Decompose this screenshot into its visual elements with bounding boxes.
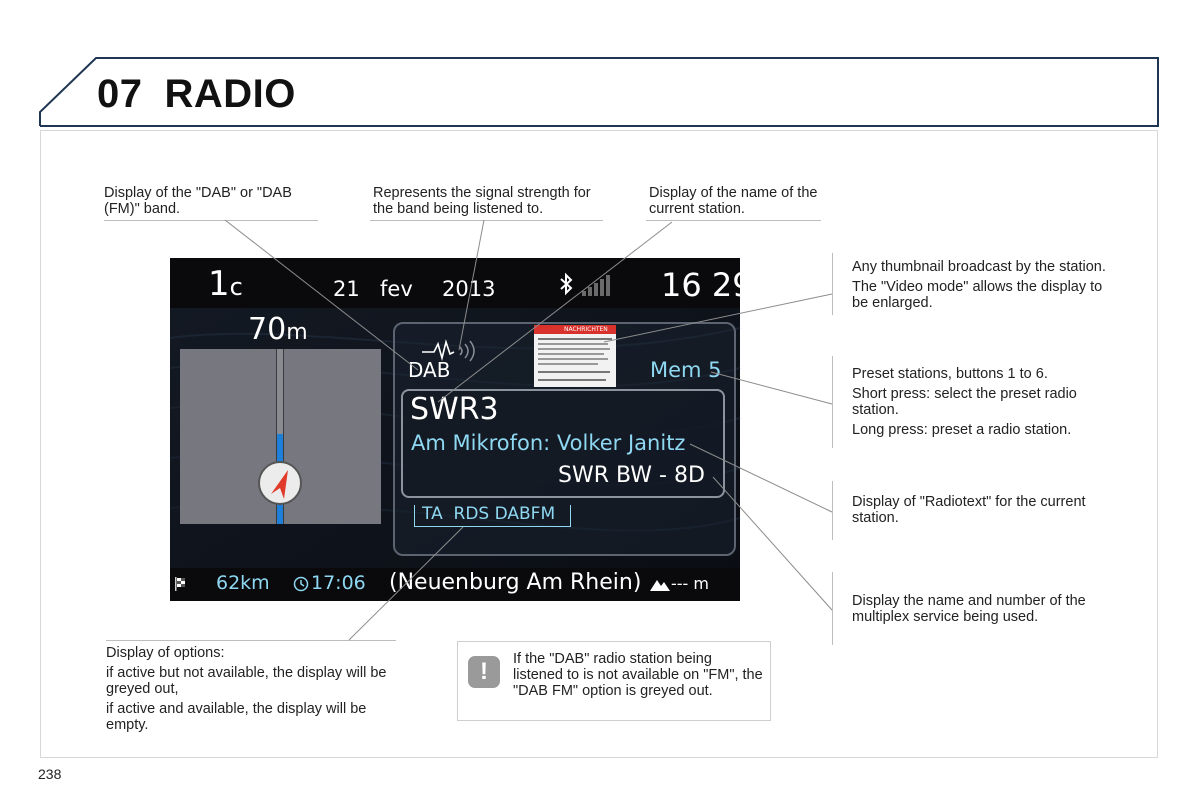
turn-distance: [248, 312, 308, 347]
altitude: --- m: [671, 574, 709, 593]
altitude-icon: [650, 578, 670, 592]
date-year: 2013: [442, 277, 496, 301]
callout-signal: [370, 185, 603, 221]
temperature-value: 1: [208, 264, 230, 304]
callout-options-heading: Display of options:: [106, 645, 225, 661]
band-label: DAB: [408, 358, 451, 382]
radio-screen: [170, 258, 753, 601]
callout-presets-text-1: Preset stations, buttons 1 to 6.: [852, 366, 1048, 382]
callout-multiplex: [832, 572, 1112, 645]
callout-presets-text-3: Long press: preset a radio station.: [852, 422, 1072, 438]
multiplex-service: SWR BW - 8D: [558, 463, 705, 488]
callout-options-text-2: if active and available, the display will be empty.: [106, 701, 367, 733]
turn-distance-unit: m: [286, 320, 308, 345]
callout-multiplex-text: Display the name and number of the multiplex service being used.: [852, 593, 1086, 625]
arrival-time: 17:06: [311, 572, 366, 594]
radiotext: Am Mikrofon: Volker Janitz: [411, 431, 686, 455]
checkered-flag-icon: [174, 576, 190, 592]
thumbnail-text-lines: [534, 325, 616, 387]
header-frame: [0, 0, 1200, 140]
callout-band-text: Display of the "DAB" or "DAB (FM)" band.: [104, 185, 292, 217]
thumbnail-badge: NACHRICHTEN: [564, 326, 608, 333]
clock-icon: [293, 576, 309, 592]
temperature-unit: c: [229, 273, 243, 301]
navigation-map: [180, 349, 381, 524]
callout-radiotext: [832, 481, 1092, 540]
chapter-heading: [97, 72, 296, 117]
note-box: [457, 641, 771, 721]
callout-station-name: [646, 185, 821, 221]
callout-options-text-1: if active but not available, the display will be greyed out,: [106, 665, 387, 697]
chapter-number: 07: [97, 72, 143, 116]
callout-thumbnail: [832, 253, 1112, 315]
station-name: SWR3: [410, 392, 499, 427]
warning-icon: !: [468, 656, 500, 688]
callout-presets-text-2: Short press: select the preset radio station.: [852, 386, 1077, 418]
note-text: If the "DAB" radio station being listened to is not available on "FM", the "DAB FM" option is greyed out.: [513, 651, 763, 699]
callout-signal-text: Represents the signal strength for the band being listened to.: [373, 185, 591, 217]
callout-radiotext-text: Display of "Radiotext" for the current station.: [852, 494, 1086, 526]
clock: 16 29: [661, 266, 753, 304]
callout-thumbnail-text-1: Any thumbnail broadcast by the station.: [852, 259, 1106, 275]
callout-presets: [832, 356, 1112, 448]
options-indicators: TA RDS DABFM: [422, 504, 556, 524]
date-month: fev: [380, 277, 413, 301]
station-thumbnail: [534, 325, 616, 387]
turn-distance-value: 70: [248, 312, 287, 347]
page-number: 238: [38, 766, 62, 782]
date-day: 21: [333, 277, 360, 301]
temperature: [208, 264, 243, 304]
location-name: (Neuenburg Am Rhein): [389, 570, 642, 595]
callout-options: [106, 640, 396, 737]
trip-distance: 62km: [216, 572, 270, 594]
callout-thumbnail-text-2: The "Video mode" allows the display to be enlarged.: [852, 279, 1103, 311]
map-drawing: [180, 349, 381, 524]
chapter-title: RADIO: [164, 72, 296, 116]
preset-label: Mem 5: [650, 358, 722, 382]
callout-station-name-text: Display of the name of the current station.: [649, 185, 818, 217]
bluetooth-signal-icon: [558, 272, 614, 298]
callout-band: [104, 185, 318, 221]
